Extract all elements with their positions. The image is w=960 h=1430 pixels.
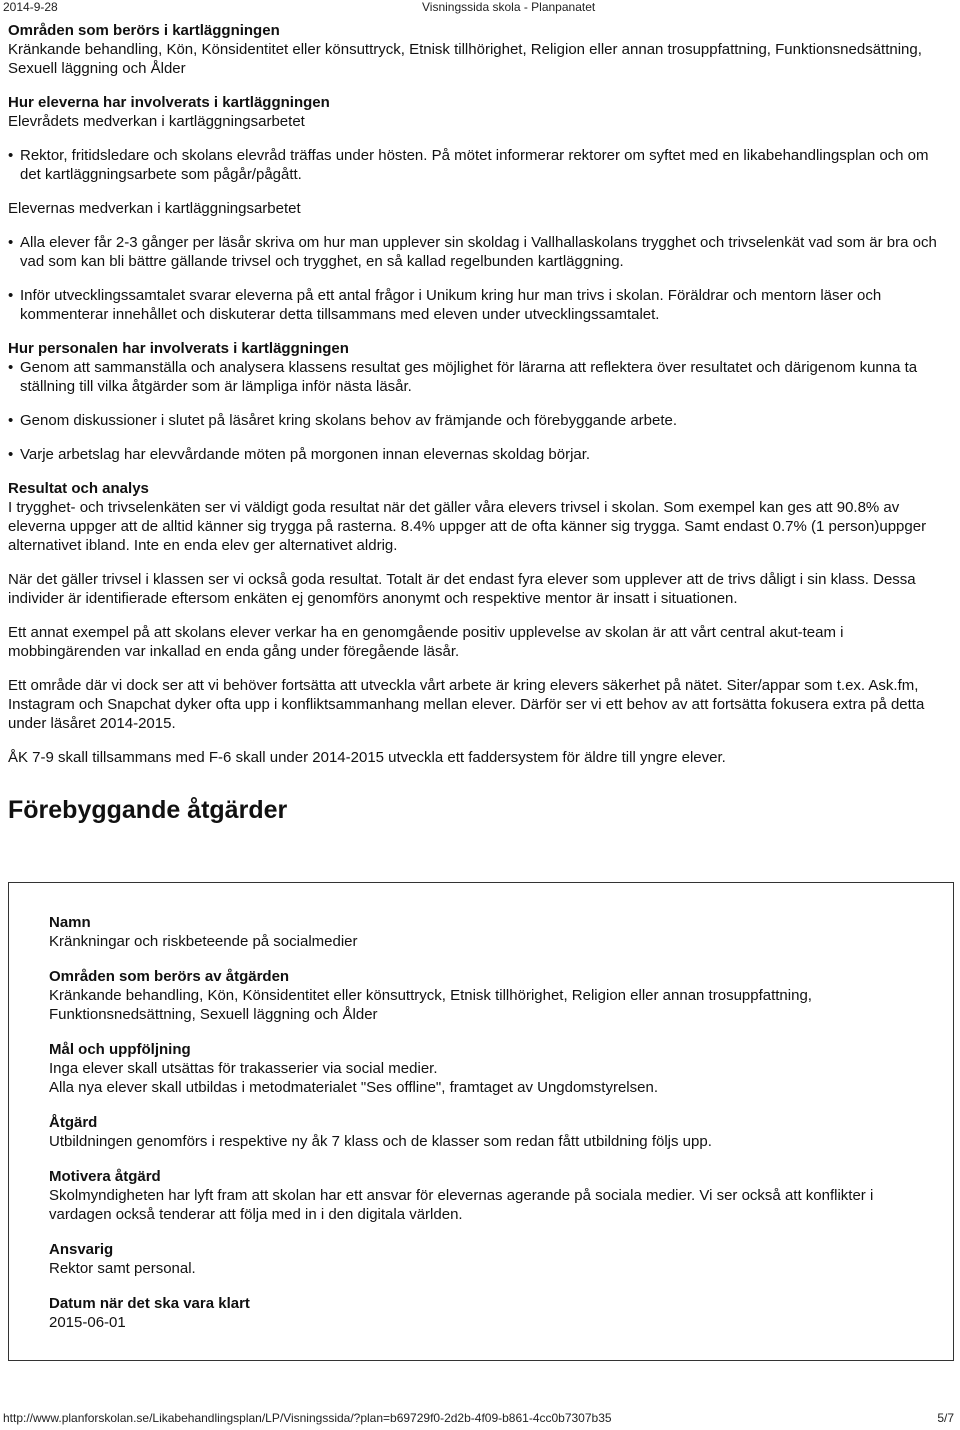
paragraph: Ett annat exempel på att skolans elever verkar ha en genomgående positiv upplevelse av skolan är att vårt central akut-team i mobbingärenden var inkallad en enda gång under föregående läsår. [8,624,844,660]
paragraph: ÅK 7-9 skall tillsammans med F-6 skall under 2014-2015 utveckla ett faddersystem för äldre till yngre elever. [8,749,726,766]
bullet-item: • Genom att sammanställa och analysera klassens resultat ges möjlighet för lärarna att reflektera över resultatet och därigenom kunna ta ställning till vilka åtgärder som är lämpliga inför nästa läsår. [8,358,948,396]
bullet-item: • Genom diskussioner i slutet på läsåret kring skolans behov av främjande och förebyggande arbete. [8,411,948,430]
section-text-omraden: Kränkande behandling, Kön, Könsidentitet eller könsuttryck, Etnisk tillhörighet, Religion eller annan trosuppfattning, Funktionsnedsättning, Sexuell läggning och Ålder [8,41,922,77]
section-heading-elever: Hur eleverna har involverats i kartläggningen [8,94,330,111]
measure-box [8,882,954,1361]
document-body [8,21,948,825]
subheading-elevernas: Elevernas medverkan i kartläggningsarbetet [8,200,301,217]
field-label-motivera: Motivera åtgärd [49,1168,161,1185]
bullet-item: • Inför utvecklingssamtalet svarar eleverna på ett antal frågor i Unikum kring hur man trivs i skolan. Föräldrar och mentorn läser och kommenterar innehållet och diskuterar detta tillsammans med eleven under utvecklingssamtalet. [8,286,948,324]
field-value-atgard: Utbildningen genomförs i respektive ny åk 7 klass och de klasser som redan fått utbildning följs upp. [49,1133,712,1150]
field-value-mal-2: Alla nya elever skall utbildas i metodmaterialet "Ses offline", framtaget av Ungdomstyrelsen. [49,1079,658,1096]
print-header [0,0,960,16]
subheading-elevrad: Elevrådets medverkan i kartläggningsarbetet [8,113,305,130]
section-heading-resultat: Resultat och analys [8,480,149,497]
paragraph: Ett område där vi dock ser att vi behöver fortsätta att utveckla vårt arbete är kring elevers säkerhet på nätet. Siter/appar som t.ex. Ask.fm, Instagram och Snapchat dyker ofta upp i konfliktsammanhang mellan elever. Därför ser vi ett behov av att fortsätta fokusera extra på detta under läsåret 2014-2015. [8,677,925,732]
bullet-item: • Alla elever får 2-3 gånger per läsår skriva om hur man upplever sin skoldag i Vallhallaskolans trygghet och trivselenkät vad som är bra och vad som kan bli bättre gällande trivsel och trygghet, en så kallad regelbunden kartläggning. [8,233,948,271]
field-label-omraden: Områden som berörs av åtgärden [49,968,290,985]
paragraph: När det gäller trivsel i klassen ser vi också goda resultat. Totalt är det endast fyra elever som upplever att de trivs dåligt i sin klass. Dessa individer är identifierade eftersom enkäten ej genomförs anonymt och respektive mentor är insatt i situationen. [8,571,916,607]
print-date: 2014-9-28 [3,0,58,14]
page-number: 5/7 [937,1411,954,1425]
field-value-namn: Kränkningar och riskbeteende på socialmedier [49,933,358,950]
paragraph: I trygghet- och trivselenkäten ser vi väldigt goda resultat när det gäller våra elevers trivsel i skolan. Som exempel kan ges att 90.8% av eleverna uppger att de alltid känner sig trygga på rasterna. 8.4% uppger att de ofta känner sig trygga. Samt endast 0.7% (1 person)uppger alternativet ibland. Inte en enda elev ger alternativet aldrig. [8,499,927,554]
page-heading-forebyggande: Förebyggande åtgärder [8,796,288,824]
field-label-mal: Mål och uppföljning [49,1041,191,1058]
field-label-ansvarig: Ansvarig [49,1241,114,1258]
field-value-omraden: Kränkande behandling, Kön, Könsidentitet eller könsuttryck, Etnisk tillhörighet, Religion eller annan trosuppfattning, Funktionsnedsättning, Sexuell läggning och Ålder [49,987,812,1023]
field-label-atgard: Åtgärd [49,1114,98,1131]
field-value-mal-1: Inga elever skall utsättas för trakasserier via social medier. [49,1060,438,1077]
field-value-motivera: Skolmyndigheten har lyft fram att skolan har ett ansvar för elevernas agerande på sociala medier. Vi ser också att konflikter i vardagen också tenderar att följa med in i den digitala världen. [49,1187,874,1223]
field-value-ansvarig: Rektor samt personal. [49,1260,196,1277]
bullet-item: • Varje arbetslag har elevvårdande möten på morgonen innan elevernas skoldag börjar. [8,445,948,464]
print-url: http://www.planforskolan.se/Likabehandlingsplan/LP/Visningssida/?plan=b69729f0-2d2b-4f09-b861-4cc0b7307b35 [3,1411,612,1425]
field-label-namn: Namn [49,914,91,931]
field-label-datum: Datum när det ska vara klart [49,1295,250,1312]
print-title: Visningssida skola - Planpanatet [422,0,596,14]
field-value-datum: 2015-06-01 [49,1314,126,1331]
bullet-item: • Rektor, fritidsledare och skolans elevråd träffas under hösten. På mötet informerar rektorer om syftet med en likabehandlingsplan och om det kartläggningsarbete som pågår/pågått. [8,146,948,184]
section-heading-omraden: Områden som berörs i kartläggningen [8,22,280,39]
section-heading-personal: Hur personalen har involverats i kartläggningen [8,340,349,357]
